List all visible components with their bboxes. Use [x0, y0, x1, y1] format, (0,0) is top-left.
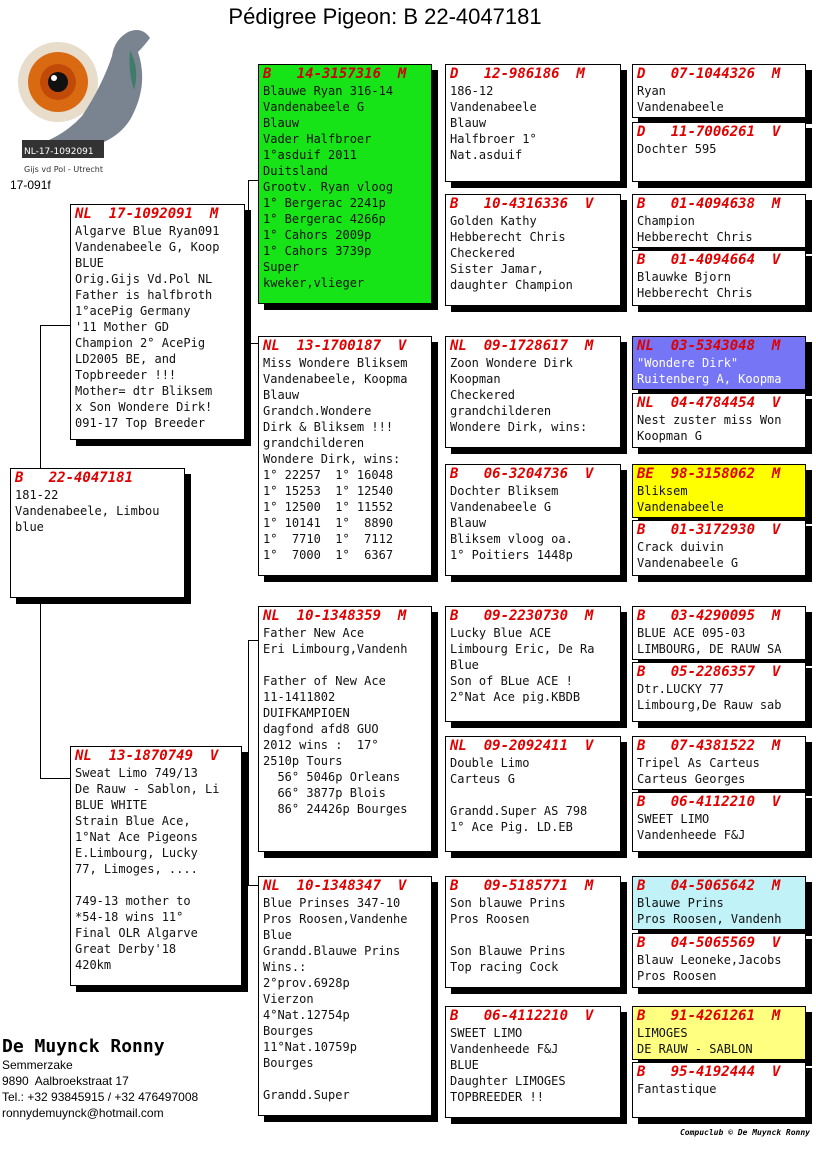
pedigree-line: dagfond afd8 GUO — [263, 722, 379, 736]
pedigree-box-dam — [70, 746, 242, 986]
pedigree-line: Orig.Gijs Vd.Pol NL — [75, 272, 213, 286]
pedigree-line: Bourges — [263, 1056, 314, 1070]
pedigree-line: SWEET LIMO — [450, 1026, 523, 1040]
pedigree-line: daughter Champion — [450, 278, 573, 292]
pedigree-line: Dirk & Bliksem !!! — [263, 420, 394, 434]
pedigree-line: 86° 24426p Bourges — [263, 802, 408, 816]
ring-number: NL 13-1870749 V — [75, 748, 219, 764]
pedigree-line: Father of New Ace — [263, 674, 386, 688]
pedigree-line: Son of BLue ACE ! — [450, 674, 573, 688]
pedigree-box-dam-sire — [258, 606, 432, 852]
pedigree-line — [446, 787, 620, 803]
pedigree-line: 1° 7710 1° 7112 — [263, 532, 394, 546]
pedigree-line: Blauw — [263, 116, 300, 130]
pedigree-box-ssd — [445, 194, 621, 306]
connector-line — [40, 598, 41, 778]
owner-line: Tel.: +32 93845915 / +32 476497008 — [2, 1090, 199, 1104]
connector-line — [248, 343, 258, 344]
ring-number: NL 13-1700187 V — [263, 338, 407, 354]
owner-email: ronnydemuynck@hotmail.com — [2, 1106, 164, 1120]
pedigree-line: Blauw — [263, 388, 300, 402]
pedigree-line: De Rauw - Sablon, Li — [75, 782, 220, 796]
pedigree-line: Blue Prinses 347-10 — [263, 896, 401, 910]
ring-number: B 10-4316336 V — [450, 196, 594, 212]
pedigree-line: 2012 wins : 17° — [263, 738, 379, 752]
pedigree-box-sire — [70, 204, 245, 440]
pedigree-box-g9 — [632, 606, 806, 660]
pedigree-line: Pros Roosen — [637, 969, 717, 983]
page-title: Pédigree Pigeon: B 22-4047181 — [228, 4, 542, 29]
pedigree-line: LD2005 BE, and — [75, 352, 177, 366]
pedigree-line: "Wondere Dirk" — [637, 356, 739, 370]
pedigree-line: grandchilderen — [263, 436, 365, 450]
pedigree-line: Sister Jamar, — [450, 262, 544, 276]
pedigree-line: Nat.asduif — [450, 148, 523, 162]
pedigree-line: 091-17 Top Breeder — [75, 416, 206, 430]
pedigree-box-g2 — [632, 122, 806, 182]
pedigree-box-g8 — [632, 520, 806, 576]
ring-number: B 91-4261261 M — [637, 1008, 781, 1024]
ring-number: NL 10-1348359 M — [263, 608, 407, 624]
pedigree-line: Vandenabeele G, Koop — [75, 240, 220, 254]
pedigree-line: Grandd.Super — [263, 1088, 350, 1102]
pedigree-line: Son blauwe Prins — [450, 896, 566, 910]
connector-line — [248, 180, 249, 343]
pedigree-line: Vader Halfbroer — [263, 132, 372, 146]
pedigree-line: BLUE — [450, 1058, 479, 1072]
pedigree-line: 1° Bergerac 4266p — [263, 212, 386, 226]
logo-id: 17-091f — [10, 178, 51, 192]
pedigree-line: Grootv. Ryan vloog — [263, 180, 394, 194]
connector-line — [40, 325, 41, 470]
pedigree-line: grandchilderen — [450, 404, 552, 418]
ring-number: B 06-4112210 V — [637, 794, 781, 810]
ring-number: B 09-5185771 M — [450, 878, 594, 894]
ring-number: B 04-5065642 M — [637, 878, 781, 894]
pedigree-line: 749-13 mother to — [75, 894, 191, 908]
ring-number: B 22-4047181 — [15, 470, 134, 486]
pedigree-box-sds — [445, 336, 621, 448]
pedigree-line: Ruitenberg A, Koopma — [637, 372, 782, 386]
pedigree-line: Champion 2° AcePig — [75, 336, 206, 350]
pedigree-line: Miss Wondere Bliksem — [263, 356, 408, 370]
pedigree-line: Fantastique — [637, 1082, 717, 1096]
pedigree-line: 56° 5046p Orleans — [263, 770, 401, 784]
pedigree-line: 1° 12500 1° 11552 — [263, 500, 394, 514]
pedigree-line — [71, 877, 241, 893]
pedigree-line: Ryan — [637, 84, 666, 98]
pedigree-line: 1° Bergerac 2241p — [263, 196, 386, 210]
pedigree-line: Golden Kathy — [450, 214, 537, 228]
pedigree-line: Son Blauwe Prins — [450, 944, 566, 958]
pedigree-box-g11 — [632, 736, 806, 790]
pedigree-line: Hebberecht Chris — [450, 230, 566, 244]
pedigree-box-g12 — [632, 792, 806, 852]
pedigree-line: Grandd.Blauwe Prins — [263, 944, 401, 958]
pedigree-line: 11-1411802 — [263, 690, 336, 704]
pedigree-line: Vierzon — [263, 992, 314, 1006]
pedigree-line: Dochter Bliksem — [450, 484, 559, 498]
ring-number: B 03-4290095 M — [637, 608, 781, 624]
pedigree-line: Algarve Blue Ryan091 — [75, 224, 220, 238]
pigeon-logo — [10, 20, 170, 178]
connector-line — [248, 640, 249, 885]
pedigree-line — [259, 1071, 431, 1087]
pedigree-box-g7 — [632, 464, 806, 518]
owner-name: De Muynck Ronny — [2, 1036, 165, 1057]
pedigree-line: Topbreeder !!! — [75, 368, 177, 382]
pedigree-line: *54-18 wins 11° — [75, 910, 184, 924]
pedigree-line: Vandenabeele G — [450, 500, 552, 514]
pedigree-line: Koopman G — [637, 429, 703, 443]
pedigree-line: Checkered — [450, 246, 516, 260]
pedigree-line: Bliksem vloog oa. — [450, 532, 573, 546]
pedigree-box-g15 — [632, 1006, 806, 1060]
ring-number: B 06-4112210 V — [450, 1008, 594, 1024]
pedigree-line: Pros Roosen — [450, 912, 530, 926]
pedigree-box-dds — [445, 876, 621, 988]
pedigree-line: Father is halfbroth — [75, 288, 213, 302]
pedigree-line: 1° Cahors 2009p — [263, 228, 372, 242]
pedigree-line: Vandenabeele, Koopma — [263, 372, 408, 386]
pedigree-line: 1° 10141 1° 8890 — [263, 516, 394, 530]
pedigree-line: Vandenabeele — [637, 500, 724, 514]
ring-number: B 05-2286357 V — [637, 664, 781, 680]
pedigree-line: Vandenabeele — [450, 100, 537, 114]
logo-caption: Gijs vd Pol - Utrecht — [24, 165, 103, 174]
pedigree-line: Vandenheede F&J — [450, 1042, 559, 1056]
pedigree-line: 66° 3877p Blois — [263, 786, 386, 800]
ring-number: D 12-986186 M — [450, 66, 585, 82]
pedigree-line: Zoon Wondere Dirk — [450, 356, 573, 370]
pedigree-line: 420km — [75, 958, 112, 972]
pedigree-line: Dochter 595 — [637, 142, 717, 156]
pedigree-line: Double Limo — [450, 756, 530, 770]
pedigree-line: Blauw Leoneke,Jacobs — [637, 953, 782, 967]
pedigree-box-g3 — [632, 194, 806, 248]
pedigree-line: '11 Mother GD — [75, 320, 169, 334]
ring-number: NL 09-1728617 M — [450, 338, 594, 354]
pedigree-box-g10 — [632, 662, 806, 722]
ring-number: D 07-1044326 M — [637, 66, 781, 82]
pedigree-line: Daughter LIMOGES — [450, 1074, 566, 1088]
pedigree-line: Duitsland — [263, 164, 329, 178]
pedigree-line: 181-22 — [15, 488, 59, 502]
pedigree-line — [446, 927, 620, 943]
pedigree-line: Vandenabeele G — [637, 556, 739, 570]
pedigree-line: Mother= dtr Bliksem — [75, 384, 213, 398]
ring-number: NL 03-5343048 M — [637, 338, 781, 354]
pedigree-line: SWEET LIMO — [637, 812, 710, 826]
ring-number: NL 10-1348347 V — [263, 878, 407, 894]
pedigree-line: Blauw — [450, 116, 487, 130]
ring-number: B 01-4094664 V — [637, 252, 781, 268]
pedigree-line: 1°acePig Germany — [75, 304, 191, 318]
pedigree-line: Hebberecht Chris — [637, 286, 753, 300]
pedigree-line: Blauwe Ryan 316-14 — [263, 84, 394, 98]
pedigree-line: Crack duivin — [637, 540, 724, 554]
pedigree-line: 1° 7000 1° 6367 — [263, 548, 394, 562]
pedigree-box-sss — [445, 64, 621, 182]
pedigree-box-g4 — [632, 250, 806, 306]
connector-line — [40, 778, 70, 779]
pedigree-line: Top racing Cock — [450, 960, 559, 974]
pedigree-line: kweker,vlieger — [263, 276, 365, 290]
pedigree-line: Checkered — [450, 388, 516, 402]
pedigree-line: Pros Roosen, Vandenh — [637, 912, 782, 926]
pedigree-line: Bourges — [263, 1024, 314, 1038]
pedigree-line: Eri Limbourg,Vandenh — [263, 642, 408, 656]
pedigree-box-g5 — [632, 336, 806, 390]
ring-number: NL 17-1092091 M — [75, 206, 219, 222]
pedigree-line: 1°asduif 2011 — [263, 148, 357, 162]
pedigree-line: Limbourg Eric, De Ra — [450, 642, 595, 656]
pedigree-line: Vandenabeele — [637, 100, 724, 114]
owner-block — [2, 1036, 198, 1121]
pedigree-line: x Son Wondere Dirk! — [75, 400, 213, 414]
pedigree-box-subject — [10, 468, 185, 598]
pedigree-line: Wins.: — [263, 960, 307, 974]
pedigree-line: Halfbroer 1° — [450, 132, 537, 146]
pedigree-line: Hebberecht Chris — [637, 230, 753, 244]
pedigree-line: Limbourg,De Rauw sab — [637, 698, 782, 712]
pedigree-line: Great Derby'18 — [75, 942, 177, 956]
pedigree-line: Nest zuster miss Won — [637, 413, 782, 427]
pedigree-line: Vandenheede F&J — [637, 828, 746, 842]
pedigree-line: DUIFKAMPIOEN — [263, 706, 350, 720]
pedigree-line: Vandenabeele, Limbou — [15, 504, 160, 518]
ring-number: B 07-4381522 M — [637, 738, 781, 754]
pedigree-line: 2510p Tours — [263, 754, 343, 768]
pedigree-line: Wondere Dirk, wins: — [263, 452, 401, 466]
pedigree-box-sire-sire — [258, 64, 432, 304]
pedigree-box-g16 — [632, 1062, 806, 1118]
pedigree-line: 1° 15253 1° 12540 — [263, 484, 394, 498]
pedigree-line: 1° Poitiers 1448p — [450, 548, 573, 562]
pedigree-box-sdd — [445, 464, 621, 576]
pedigree-line: 186-12 — [450, 84, 494, 98]
pedigree-line: Grandch.Wondere — [263, 404, 372, 418]
pedigree-line: Blue — [263, 928, 292, 942]
pedigree-line: 11°Nat.10759p — [263, 1040, 357, 1054]
logo-ring: NL-17-1092091 — [24, 147, 94, 157]
owner-line: 9890 Aalbroekstraat 17 — [2, 1074, 129, 1088]
pedigree-line: Bliksem — [637, 484, 688, 498]
pedigree-line: BLUE ACE 095-03 — [637, 626, 746, 640]
pedigree-line: Blauwke Bjorn — [637, 270, 731, 284]
pedigree-line: Champion — [637, 214, 695, 228]
pedigree-box-dam-dam — [258, 876, 432, 1116]
pedigree-line: 1° Cahors 3739p — [263, 244, 372, 258]
pedigree-line: BLUE — [75, 256, 104, 270]
pedigree-box-dss — [445, 606, 621, 722]
ring-number: B 01-3172930 V — [637, 522, 781, 538]
pedigree-line: Blue — [450, 658, 479, 672]
pedigree-line: Carteus Georges — [637, 772, 746, 786]
pedigree-line: 77, Limoges, .... — [75, 862, 198, 876]
ring-number: B 09-2230730 M — [450, 608, 594, 624]
pedigree-line: Sweat Limo 749/13 — [75, 766, 198, 780]
pedigree-line: 4°Nat.12754p — [263, 1008, 350, 1022]
pedigree-line: Lucky Blue ACE — [450, 626, 552, 640]
connector-line — [248, 180, 258, 181]
ring-number: B 14-3157316 M — [263, 66, 407, 82]
pedigree-line: LIMOGES — [637, 1026, 688, 1040]
ring-number: D 11-7006261 V — [637, 124, 781, 140]
pedigree-box-ddd — [445, 1006, 621, 1118]
pedigree-line: Dtr.LUCKY 77 — [637, 682, 724, 696]
pedigree-line: Pros Roosen,Vandenhe — [263, 912, 408, 926]
connector-line — [248, 885, 258, 886]
pedigree-line: Super — [263, 260, 300, 274]
pedigree-line: LIMBOURG, DE RAUW SA — [637, 642, 782, 656]
pedigree-line: BLUE WHITE — [75, 798, 148, 812]
ring-number: BE 98-3158062 M — [637, 466, 781, 482]
pedigree-line: Blauw — [450, 516, 487, 530]
pedigree-box-dsd — [445, 736, 621, 852]
pedigree-box-g13 — [632, 876, 806, 930]
ring-number: NL 09-2092411 V — [450, 738, 594, 754]
pedigree-line: TOPBREEDER !! — [450, 1090, 544, 1104]
pedigree-box-g6 — [632, 393, 806, 448]
pedigree-line: blue — [15, 520, 44, 534]
ring-number: B 01-4094638 M — [637, 196, 781, 212]
ring-number: B 04-5065569 V — [637, 935, 781, 951]
pedigree-line: 1°Nat Ace Pigeons — [75, 830, 198, 844]
owner-line: Semmerzake — [2, 1058, 73, 1072]
pedigree-box-g14 — [632, 933, 806, 988]
pedigree-line: Blauwe Prins — [637, 896, 724, 910]
pedigree-line: Koopman — [450, 372, 501, 386]
pedigree-line: 1° Ace Pig. LD.EB — [450, 820, 573, 834]
pedigree-box-sire-dam — [258, 336, 432, 576]
pedigree-line — [259, 657, 431, 673]
connector-line — [40, 325, 70, 326]
pedigree-line: DE RAUW - SABLON — [637, 1042, 753, 1056]
pedigree-line: Grandd.Super AS 798 — [450, 804, 588, 818]
pedigree-line: Vandenabeele G — [263, 100, 365, 114]
ring-number: B 06-3204736 V — [450, 466, 594, 482]
pedigree-line: 2°prov.6928p — [263, 976, 350, 990]
pedigree-line: Father New Ace — [263, 626, 365, 640]
pedigree-line: E.Limbourg, Lucky — [75, 846, 198, 860]
connector-line — [248, 640, 258, 641]
pedigree-box-g1 — [632, 64, 806, 118]
pedigree-line: Final OLR Algarve — [75, 926, 198, 940]
footer-credit: Compuclub © De Muynck Ronny — [679, 1128, 810, 1137]
pedigree-line: 1° 22257 1° 16048 — [263, 468, 394, 482]
ring-number: B 95-4192444 V — [637, 1064, 781, 1080]
pedigree-line: Tripel As Carteus — [637, 756, 760, 770]
pedigree-line: Wondere Dirk, wins: — [450, 420, 588, 434]
pedigree-line: Carteus G — [450, 772, 516, 786]
ring-number: NL 04-4784454 V — [637, 395, 781, 411]
pedigree-line: 2°Nat Ace pig.KBDB — [450, 690, 581, 704]
pedigree-line: Strain Blue Ace, — [75, 814, 191, 828]
